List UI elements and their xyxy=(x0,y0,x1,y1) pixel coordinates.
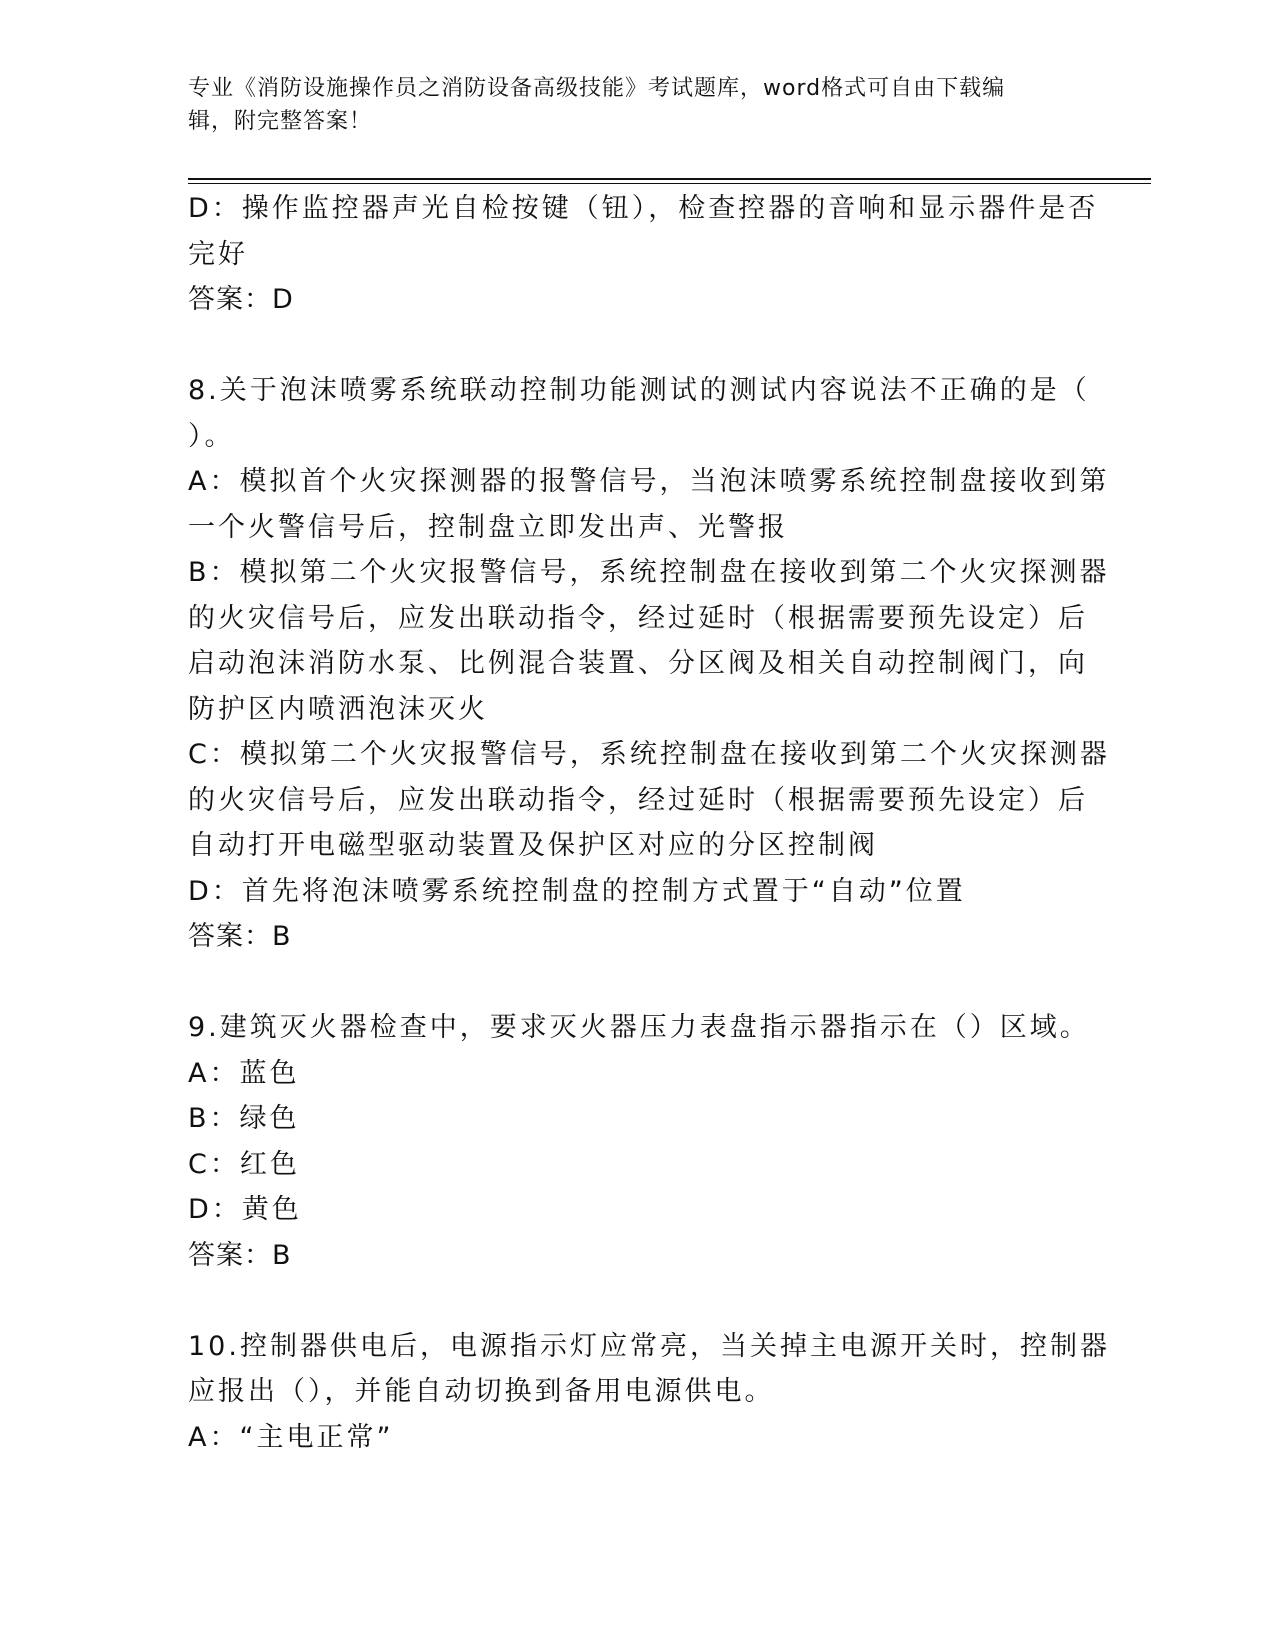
page-header xyxy=(188,72,1068,138)
q9-option-c: C：红色 xyxy=(188,1148,300,1180)
spacer xyxy=(188,960,1088,1006)
q10-stem-line-2: 应报出（），并能自动切换到备用电源供电。 xyxy=(188,1376,775,1407)
q8-answer: 答案：B xyxy=(188,921,292,952)
q8-option-c-line-3: 自动打开电磁型驱动装置及保护区对应的分区控制阀 xyxy=(188,830,878,861)
q9-answer: 答案：B xyxy=(188,1239,292,1271)
document-body xyxy=(188,186,1110,1460)
header-rule-thin xyxy=(188,183,1151,184)
q8-option-b-line-1: B：模拟第二个火灾报警信号，系统控制盘在接收到第二个火灾探测器 xyxy=(188,557,1110,588)
q8-option-c-line-2: 的火灾信号后，应发出联动指令，经过延时（根据需要预先设定）后 xyxy=(188,784,1088,816)
q8-option-b-line-3: 启动泡沫消防水泵、比例混合装置、分区阀及相关自动控制阀门，向 xyxy=(188,648,1088,679)
q7-option-d-line-1: D：操作监控器声光自检按键（钮），检查控器的音响和显示器件是否 xyxy=(188,193,1099,224)
spacer xyxy=(188,1278,1088,1324)
q9-option-a: A：蓝色 xyxy=(188,1057,300,1089)
spacer xyxy=(188,323,1088,369)
q8-option-a-line-2: 一个火警信号后，控制盘立即发出声、光警报 xyxy=(188,511,788,543)
q8-option-c-line-1: C：模拟第二个火灾报警信号，系统控制盘在接收到第二个火灾探测器 xyxy=(188,739,1110,770)
q8-stem-line-2: ）。 xyxy=(188,420,235,452)
q10-option-a: A：“主电正常” xyxy=(188,1421,394,1453)
q9-option-b: B：绿色 xyxy=(188,1103,300,1134)
q7-option-d-line-2: 完好 xyxy=(188,238,248,270)
q9-option-d: D：黄色 xyxy=(188,1194,302,1225)
header-rule-thick xyxy=(188,178,1151,180)
header-line-2: 辑，附完整答案！ xyxy=(188,109,373,134)
question-9 xyxy=(188,1005,1088,1278)
q9-stem: 9.建筑灭火器检查中，要求灭火器压力表盘指示器指示在（）区域。 xyxy=(188,1012,1090,1043)
q8-stem-line-1: 8.关于泡沫喷雾系统联动控制功能测试的测试内容说法不正确的是（ xyxy=(188,375,1090,406)
q8-option-b-line-4: 防护区内喷洒泡沫灭火 xyxy=(188,693,488,725)
question-7-tail xyxy=(188,186,1099,323)
q8-option-a-line-1: A：模拟首个火灾探测器的报警信号，当泡沫喷雾系统控制盘接收到第 xyxy=(188,466,1110,497)
q7-answer: 答案：D xyxy=(188,284,294,315)
q8-option-d-line-1: D：首先将泡沫喷雾系统控制盘的控制方式置于“自动”位置 xyxy=(188,875,966,907)
question-10 xyxy=(188,1324,1110,1461)
question-8 xyxy=(188,368,1110,960)
q10-stem-line-1: 10.控制器供电后，电源指示灯应常亮，当关掉主电源开关时，控制器 xyxy=(188,1330,1110,1362)
header-line-1: 专业《消防设施操作员之消防设备高级技能》考试题库，word格式可自由下载编 xyxy=(188,76,1006,101)
q8-option-b-line-2: 的火灾信号后，应发出联动指令，经过延时（根据需要预先设定）后 xyxy=(188,602,1088,634)
